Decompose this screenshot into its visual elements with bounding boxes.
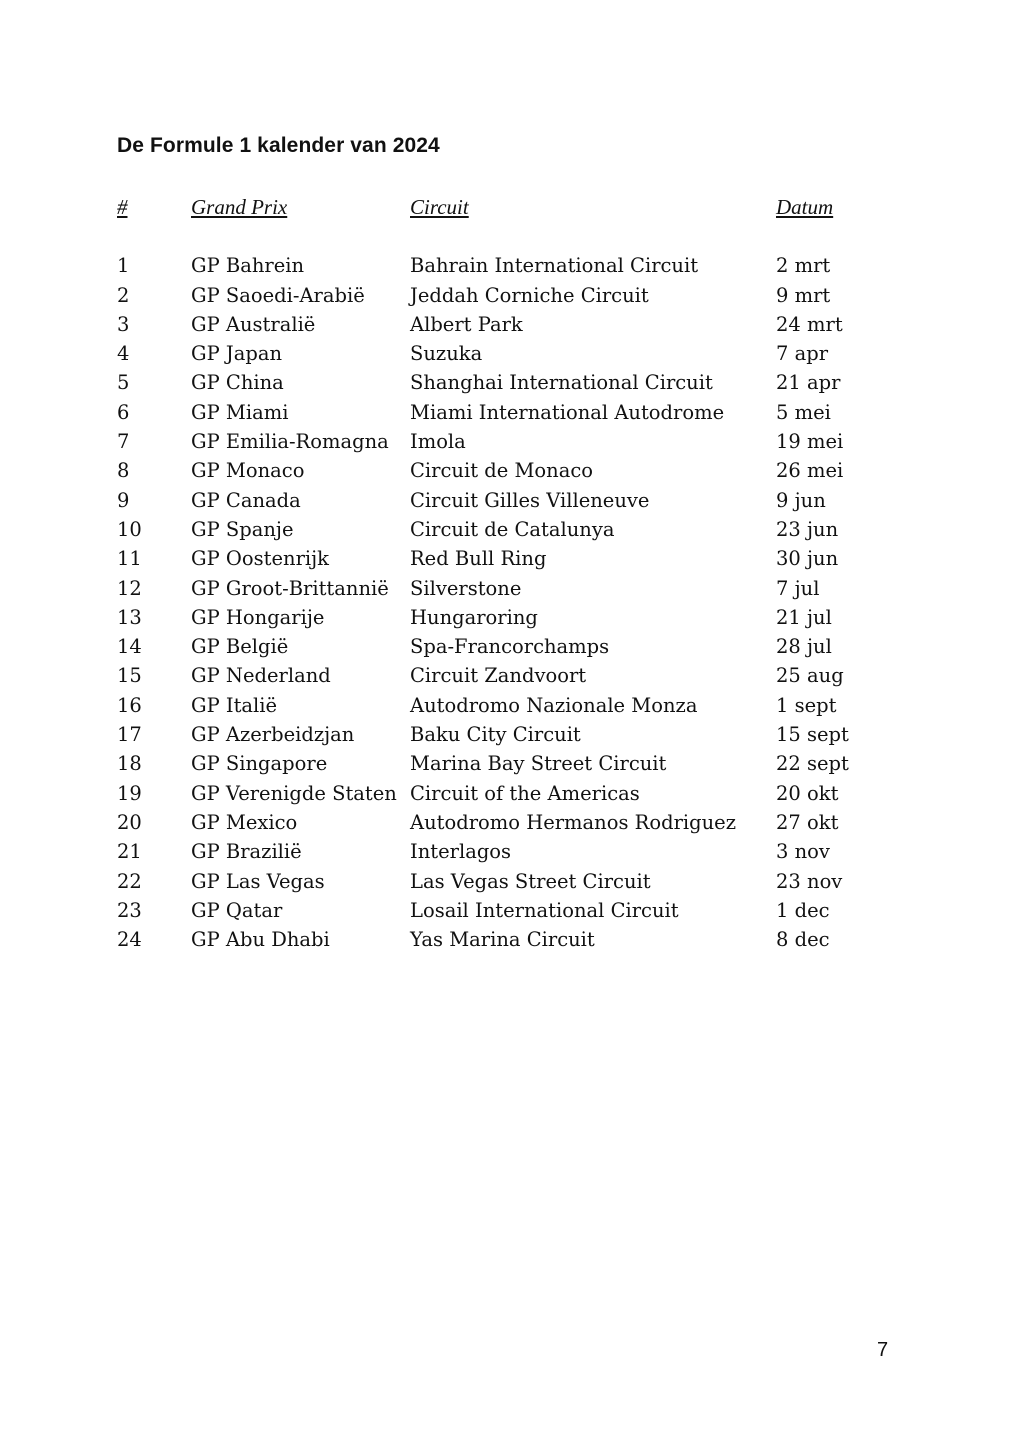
- table-row: [117, 486, 897, 515]
- cell-circuit: Imola: [410, 430, 466, 454]
- cell-date: 9 jun: [776, 488, 826, 512]
- cell-circuit: Hungaroring: [410, 605, 538, 629]
- cell-date: 1 sept: [776, 693, 837, 717]
- cell-circuit: Autodromo Nazionale Monza: [410, 693, 698, 717]
- cell-date: 15 sept: [776, 723, 849, 747]
- cell-date: 28 jul: [776, 635, 832, 659]
- cell-grand-prix: GP Verenigde Staten: [191, 781, 397, 805]
- table-row: [117, 368, 897, 397]
- cell-date: 25 aug: [776, 664, 844, 688]
- calendar-table: [117, 193, 897, 954]
- cell-grand-prix: GP België: [191, 635, 289, 659]
- cell-grand-prix: GP Groot-Brittannië: [191, 576, 389, 600]
- cell-date: 27 okt: [776, 810, 839, 834]
- table-row: [117, 603, 897, 632]
- cell-circuit: Autodromo Hermanos Rodriguez: [410, 810, 736, 834]
- page-title: De Formule 1 kalender van 2024: [117, 134, 440, 157]
- cell-circuit: Interlagos: [410, 840, 512, 864]
- cell-circuit: Jeddah Corniche Circuit: [410, 283, 649, 307]
- table-body: [117, 251, 897, 954]
- cell-circuit: Shanghai International Circuit: [410, 371, 713, 395]
- cell-grand-prix: GP Brazilië: [191, 840, 302, 864]
- table-row: [117, 456, 897, 485]
- cell-circuit: Miami International Autodrome: [410, 400, 725, 424]
- cell-circuit: Circuit de Monaco: [410, 459, 594, 483]
- cell-circuit: Baku City Circuit: [410, 723, 581, 747]
- table-row: [117, 339, 897, 368]
- cell-grand-prix: GP Hongarije: [191, 605, 325, 629]
- table-row: [117, 574, 897, 603]
- cell-grand-prix: GP Australië: [191, 312, 316, 336]
- cell-circuit: Spa-Francorchamps: [410, 635, 610, 659]
- header-date: Datum: [776, 195, 834, 219]
- cell-circuit: Yas Marina Circuit: [410, 928, 595, 952]
- table-row: [117, 808, 897, 837]
- cell-date: 22 sept: [776, 752, 849, 776]
- cell-number: 17: [117, 723, 142, 747]
- cell-grand-prix: GP Singapore: [191, 752, 328, 776]
- header-grand-prix: Grand Prix: [191, 195, 288, 219]
- table-row: [117, 779, 897, 808]
- table-row: [117, 896, 897, 925]
- cell-circuit: Red Bull Ring: [410, 547, 547, 571]
- cell-grand-prix: GP Bahrein: [191, 254, 305, 278]
- table-row: [117, 661, 897, 690]
- table-row: [117, 925, 897, 954]
- cell-date: 1 dec: [776, 898, 830, 922]
- cell-number: 1: [117, 254, 130, 278]
- cell-number: 22: [117, 869, 142, 893]
- cell-date: 20 okt: [776, 781, 839, 805]
- table-header: [117, 193, 897, 222]
- cell-circuit: Circuit Zandvoort: [410, 664, 587, 688]
- cell-number: 24: [117, 928, 142, 952]
- table-row: [117, 515, 897, 544]
- cell-date: 9 mrt: [776, 283, 831, 307]
- cell-number: 11: [117, 547, 142, 571]
- cell-circuit: Marina Bay Street Circuit: [410, 752, 667, 776]
- cell-grand-prix: GP Spanje: [191, 517, 294, 541]
- cell-circuit: Circuit of the Americas: [410, 781, 640, 805]
- cell-grand-prix: GP Saoedi-Arabië: [191, 283, 365, 307]
- cell-number: 23: [117, 898, 142, 922]
- cell-number: 18: [117, 752, 142, 776]
- cell-number: 20: [117, 810, 142, 834]
- cell-circuit: Suzuka: [410, 342, 483, 366]
- table-row: [117, 398, 897, 427]
- cell-number: 3: [117, 312, 130, 336]
- cell-date: 23 jun: [776, 517, 839, 541]
- cell-circuit: Circuit de Catalunya: [410, 517, 615, 541]
- cell-grand-prix: GP Qatar: [191, 898, 283, 922]
- cell-circuit: Circuit Gilles Villeneuve: [410, 488, 650, 512]
- cell-number: 6: [117, 400, 130, 424]
- table-row: [117, 427, 897, 456]
- table-row: [117, 691, 897, 720]
- cell-number: 5: [117, 371, 130, 395]
- cell-number: 14: [117, 635, 142, 659]
- cell-grand-prix: GP Azerbeidzjan: [191, 723, 355, 747]
- cell-date: 21 apr: [776, 371, 841, 395]
- table-row: [117, 720, 897, 749]
- cell-grand-prix: GP Nederland: [191, 664, 331, 688]
- table-row: [117, 749, 897, 778]
- cell-date: 3 nov: [776, 840, 830, 864]
- cell-grand-prix: GP Canada: [191, 488, 301, 512]
- table-row: [117, 544, 897, 573]
- cell-date: 23 nov: [776, 869, 843, 893]
- cell-grand-prix: GP China: [191, 371, 284, 395]
- cell-date: 5 mei: [776, 400, 831, 424]
- table-row: [117, 632, 897, 661]
- table-row: [117, 251, 897, 280]
- cell-date: 19 mei: [776, 430, 844, 454]
- table-row: [117, 867, 897, 896]
- cell-date: 8 dec: [776, 928, 830, 952]
- cell-number: 13: [117, 605, 142, 629]
- cell-date: 7 jul: [776, 576, 820, 600]
- cell-grand-prix: GP Emilia-Romagna: [191, 430, 389, 454]
- cell-circuit: Silverstone: [410, 576, 522, 600]
- cell-number: 8: [117, 459, 130, 483]
- header-circuit: Circuit: [410, 195, 469, 219]
- cell-number: 16: [117, 693, 142, 717]
- cell-circuit: Bahrain International Circuit: [410, 254, 699, 278]
- cell-grand-prix: GP Mexico: [191, 810, 298, 834]
- cell-date: 7 apr: [776, 342, 829, 366]
- cell-number: 12: [117, 576, 142, 600]
- table-row: [117, 837, 897, 866]
- cell-number: 2: [117, 283, 130, 307]
- header-number: #: [117, 195, 128, 219]
- cell-number: 21: [117, 840, 142, 864]
- cell-circuit: Losail International Circuit: [410, 898, 679, 922]
- cell-date: 26 mei: [776, 459, 844, 483]
- cell-date: 24 mrt: [776, 312, 843, 336]
- cell-date: 2 mrt: [776, 254, 831, 278]
- cell-date: 30 jun: [776, 547, 839, 571]
- cell-grand-prix: GP Japan: [191, 342, 283, 366]
- cell-grand-prix: GP Italië: [191, 693, 278, 717]
- page-number: 7: [877, 1339, 889, 1361]
- cell-grand-prix: GP Oostenrijk: [191, 547, 329, 571]
- cell-number: 9: [117, 488, 130, 512]
- table-row: [117, 310, 897, 339]
- cell-number: 4: [117, 342, 130, 366]
- cell-date: 21 jul: [776, 605, 832, 629]
- cell-number: 19: [117, 781, 142, 805]
- cell-circuit: Albert Park: [410, 312, 523, 336]
- cell-number: 7: [117, 430, 130, 454]
- cell-number: 10: [117, 517, 142, 541]
- cell-grand-prix: GP Abu Dhabi: [191, 928, 330, 952]
- table-row: [117, 281, 897, 310]
- cell-grand-prix: GP Miami: [191, 400, 289, 424]
- cell-circuit: Las Vegas Street Circuit: [410, 869, 651, 893]
- cell-grand-prix: GP Monaco: [191, 459, 305, 483]
- cell-number: 15: [117, 664, 142, 688]
- cell-grand-prix: GP Las Vegas: [191, 869, 325, 893]
